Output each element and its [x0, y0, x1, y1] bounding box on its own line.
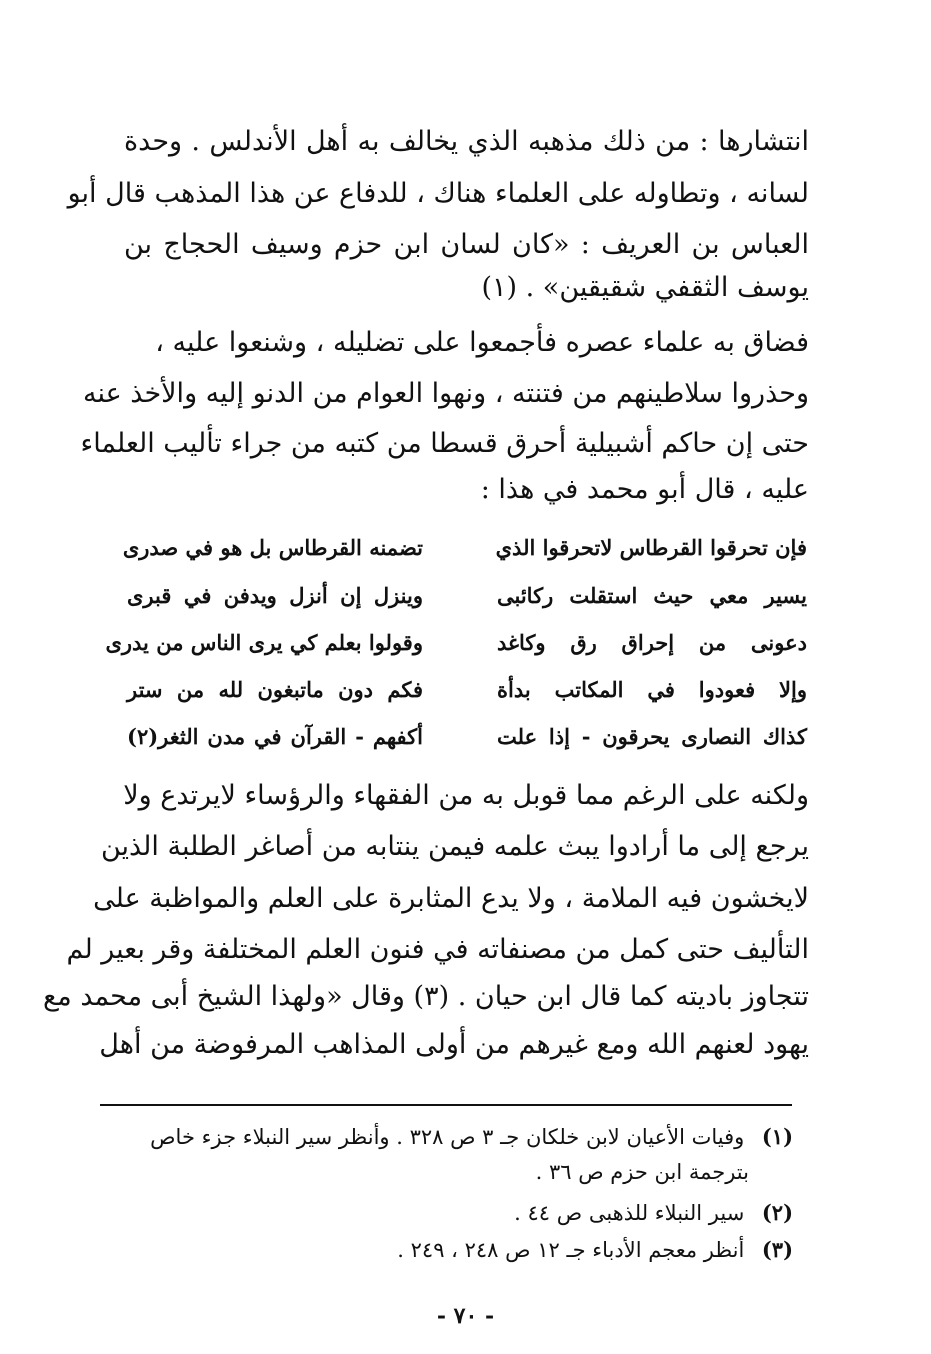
footnote: [143, 1124, 793, 1149]
text-line: عليه ، قال أبو محمد في هذا :: [480, 474, 809, 505]
footnote-text: وفيات الأعيان لابن خلكان جـ ٣ ص ٣٢٨ . وأنظر سير النبلاء جزء خاص: [150, 1125, 745, 1149]
text-line: التأليف حتى كمل من مصنفاته في فنون العلم المختلفة وقر بعير لم: [66, 934, 809, 965]
page-number: - ٧٠ -: [436, 1303, 495, 1329]
text-line-indented: فضاق به علماء عصره فأجمعوا على تضليله ، وشنعوا عليه ،: [155, 327, 809, 358]
footnote-number: (٣): [761, 1237, 793, 1262]
footnote: [143, 1237, 793, 1262]
footnote-continuation: بترجمة ابن حزم ص ٣٦ .: [535, 1160, 749, 1184]
text-line-indented: ولكنه على الرغم مما قوبل به من الفقهاء والرؤساء لايرتدع ولا: [123, 780, 809, 811]
poem-verse-first: يسير معي حيث استقلت ركائبى: [497, 583, 807, 608]
text-line: يهود لعنهم الله ومع غيرهم من أولى المذاهب المرفوضة من أهل: [99, 1029, 809, 1060]
poem-verse-second: أكفهم - القرآن في مدن الثغر(٢): [127, 724, 423, 749]
footnote-number: (٢): [761, 1200, 793, 1225]
poem-verse-first: فإن تحرقوا القرطاس لاتحرقوا الذي: [495, 535, 807, 560]
text-line: لايخشون فيه الملامة ، ولا يدع المثابرة على العلم والمواظبة على: [93, 883, 809, 914]
poem-verse-second: تضمنه القرطاس بل هو في صدرى: [122, 535, 423, 560]
footnote-text: أنظر معجم الأدباء جـ ١٢ ص ٢٤٨ ، ٢٤٩ .: [397, 1238, 745, 1262]
poem-verse-second: فكم دون ماتبغون لله من ستر: [127, 677, 423, 702]
text-line: يرجع إلى ما أرادوا يبث علمه فيمن ينتابه من أصاغر الطلبة الذين: [100, 831, 809, 862]
footnote-divider: [100, 1104, 792, 1106]
footnote: [143, 1200, 793, 1225]
poem-verse-first: وإلا فعودوا في المكاتب بدأة: [497, 677, 807, 702]
footnote-number: (١): [761, 1124, 793, 1149]
text-line: يوسف الثقفي شقيقين» . (١): [481, 272, 809, 303]
poem-verse-first: دعونى من إحراق رق وكاغد: [497, 630, 807, 655]
text-line: حتى إن حاكم أشبيلية أحرق قسطا من كتبه من جراء تأليب العلماء: [80, 428, 809, 459]
text-line: العباس بن العريف : «كان لسان ابن حزم وسيف الحجاج بن: [124, 229, 809, 260]
footnote-text: سير النبلاء للذهبى ص ٤٤ .: [514, 1201, 745, 1225]
text-line: وحذروا سلاطينهم من فتنته ، ونهوا العوام من الدنو إليه والأخذ عنه: [82, 378, 809, 409]
poem-verse-first: كذاك النصارى يحرقون - إذا علت: [497, 724, 807, 749]
poem-verse-second: وينزل إن أنزل ويدفن في قبرى: [127, 583, 423, 608]
text-line: لسانه ، وتطاوله على العلماء هناك ، للدفاع عن هذا المذهب قال أبو: [67, 178, 809, 209]
text-line: انتشارها : من ذلك مذهبه الذي يخالف به أهل الأندلس . وحدة: [124, 126, 809, 157]
poem-verse-second: وقولوا بعلم كي يرى الناس من يدرى: [105, 630, 423, 655]
text-line: تتجاوز باديته كما قال ابن حيان . (٣) وقال «ولهذا الشيخ أبى محمد مع: [42, 981, 809, 1012]
